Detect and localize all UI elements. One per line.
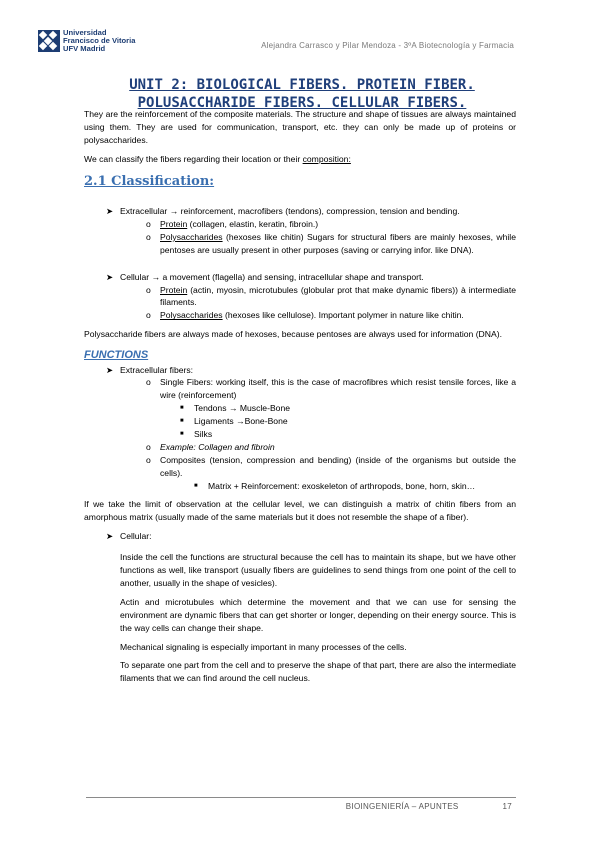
intro-paragraph: They are the reinforcement of the composite materials. The structure and shape of tissues are always maintained using them. They are used for communication, transport, etc. they can only be made up of proteins or polysaccharides.	[84, 109, 516, 145]
list-item: ■ Ligaments →Bone-Bone	[180, 416, 288, 427]
logo-line: Francisco de Vitoria	[63, 35, 136, 45]
list-item: ■ Matrix + Reinforcement: exoskeleton of arthropods, bone, horn, skin…	[194, 480, 476, 491]
cell-paragraph: To separate one part from the cell and to preserve the shape of that part, there are also the intermediate filaments that we can find around the cell nucleus.	[120, 660, 516, 684]
list-item: o Single Fibers: working itself, this is the case of macrofibres which resist tensile forces, like a wire (reinforcement)	[146, 377, 516, 401]
cell-paragraph: Mechanical signaling is especially important in many processes of the cells.	[120, 641, 407, 652]
arrowhead-bullet-icon: ➤	[106, 531, 114, 542]
functions-heading: FUNCTIONS	[84, 349, 149, 362]
list-item: o Protein (actin, myosin, microtubules (globular prot that make dynamic fibers)) à intermediate filaments.	[146, 284, 516, 308]
title-line: UNIT 2: BIOLOGICAL FIBERS. PROTEIN FIBER.	[129, 77, 475, 93]
arrowhead-bullet-icon: ➤	[106, 206, 114, 217]
logo-text	[63, 29, 135, 53]
section-heading: 2.1 Classification:	[84, 173, 215, 189]
university-logo	[38, 29, 135, 53]
circle-bullet-icon: o	[146, 377, 151, 388]
list-item: ➤ Cellular:	[106, 531, 152, 542]
list-item: o Example: Collagen and fibroin	[146, 441, 275, 452]
circle-bullet-icon: o	[146, 231, 151, 242]
circle-bullet-icon: o	[146, 218, 151, 229]
arrowhead-bullet-icon: ➤	[106, 271, 114, 282]
square-bullet-icon: ■	[180, 405, 184, 412]
classify-paragraph: We can classify the fibers regarding their location or their composition:	[84, 153, 351, 164]
cell-paragraph: Actin and microtubules which determine the movement and that we can use for sensing the environment are dynamic fibers that can get shorter or longer, depending on their energy source. This is the way cells can change their shape.	[120, 596, 516, 633]
square-bullet-icon: ■	[180, 431, 184, 438]
logo-line: UFV Madrid	[63, 43, 106, 53]
list-item: ■ Silks	[180, 429, 213, 440]
logo-line: Universidad	[63, 28, 107, 37]
circle-bullet-icon: o	[146, 284, 151, 295]
square-bullet-icon: ■	[180, 418, 184, 425]
page-title	[82, 76, 522, 112]
composition-link: composition:	[302, 153, 351, 164]
square-bullet-icon: ■	[194, 482, 198, 489]
page-footer	[346, 801, 512, 813]
circle-bullet-icon: o	[146, 441, 151, 452]
list-item: o Polysaccharides (hexoses like cellulose). Important polymer in nature like chitin.	[146, 310, 464, 321]
list-item: ➤ Cellular → a movement (flagella) and sensing, intracellular shape and transport.	[106, 271, 424, 282]
footer-divider	[86, 797, 516, 798]
circle-bullet-icon: o	[146, 454, 151, 465]
footer-label: BIOINGENIERÍA – APUNTES	[345, 802, 459, 811]
limit-paragraph: If we take the limit of observation at the cellular level, we can distinguish a matrix of chitin fibers from an amorphous matrix (usually made of the same materials but it does not resemble the shape of a fiber).	[84, 499, 516, 523]
document-body	[84, 108, 516, 691]
list-item: o Protein (collagen, elastin, keratin, fibroin.)	[146, 218, 319, 229]
list-item: ■ Tendons → Muscle-Bone	[180, 403, 291, 414]
list-item: ➤ Extracellular → reinforcement, macrofibers (tendons), compression, tension and bending.	[106, 206, 460, 217]
list-item: ➤ Extracellular fibers:	[106, 364, 194, 375]
polysaccharide-note: Polysaccharide fibers are always made of hexoses, because pentoses are always used for information (DNA).	[84, 329, 502, 340]
list-item: o Composites (tension, compression and bending) (inside of the organisms but outside the cells).	[146, 454, 516, 478]
title-line: POLUSACCHARIDE FIBERS. CELLULAR FIBERS.	[137, 95, 467, 112]
logo-mark-icon	[38, 30, 60, 52]
circle-bullet-icon: o	[146, 310, 151, 321]
arrowhead-bullet-icon: ➤	[106, 364, 114, 375]
cell-paragraph: Inside the cell the functions are structural because the cell has to maintain its shape, but we have other functions as well, like transport (usually fibers are guidelines to send things from one point of the cell to another, usually in the shape of vesicles).	[120, 552, 516, 588]
list-item: o Polysaccharides (hexoses like chitin) Sugars for structural fibers are mainly hexoses, while pentoses are usually present in other purposes (saving or carrying infor. like DNA).	[146, 231, 516, 255]
header-authors: Alejandra Carrasco y Pilar Mendoza - 3ºA Biotecnología y Farmacia	[261, 41, 514, 50]
page-number: 17	[502, 802, 512, 811]
